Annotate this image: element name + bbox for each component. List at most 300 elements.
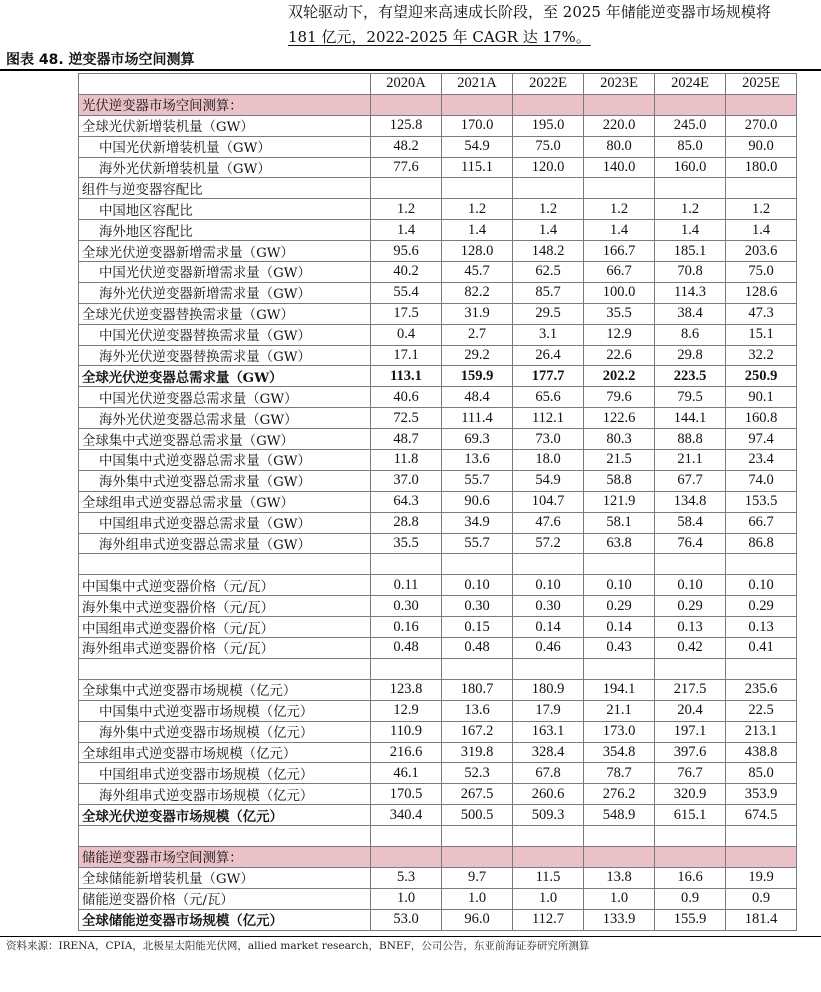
value-cell: 0.10 (513, 575, 584, 596)
value-cell: 90.0 (726, 136, 797, 157)
value-cell: 0.41 (726, 638, 797, 659)
value-cell (655, 846, 726, 867)
value-cell: 29.2 (442, 345, 513, 366)
value-cell: 16.6 (655, 867, 726, 888)
value-cell: 75.0 (513, 136, 584, 157)
row-label: 全球储能逆变器市场规模（亿元） (79, 909, 371, 930)
value-cell: 166.7 (584, 241, 655, 262)
row-label: 海外组串式逆变器市场规模（亿元） (79, 784, 371, 805)
value-cell: 17.5 (371, 303, 442, 324)
table-row (79, 220, 797, 241)
value-cell: 123.8 (371, 679, 442, 700)
row-label: 组件与逆变器容配比 (79, 178, 371, 199)
value-cell: 86.8 (726, 533, 797, 554)
value-cell: 80.3 (584, 429, 655, 450)
row-label: 海外光伏逆变器总需求量（GW） (79, 408, 371, 429)
value-cell: 1.4 (513, 220, 584, 241)
value-cell (371, 658, 442, 679)
value-cell: 0.29 (726, 596, 797, 617)
value-cell: 47.6 (513, 512, 584, 533)
value-cell (513, 658, 584, 679)
value-cell: 0.15 (442, 617, 513, 638)
value-cell: 74.0 (726, 470, 797, 491)
value-cell: 220.0 (584, 115, 655, 136)
value-cell: 170.0 (442, 115, 513, 136)
value-cell (726, 94, 797, 115)
table-row (79, 888, 797, 909)
value-cell: 13.8 (584, 867, 655, 888)
value-cell: 11.5 (513, 867, 584, 888)
value-cell: 48.2 (371, 136, 442, 157)
row-label: 中国集中式逆变器价格（元/瓦） (79, 575, 371, 596)
value-cell: 320.9 (655, 784, 726, 805)
value-cell: 21.1 (655, 450, 726, 471)
table-row (79, 575, 797, 596)
value-cell: 47.3 (726, 303, 797, 324)
value-cell (371, 826, 442, 847)
value-cell: 29.5 (513, 303, 584, 324)
table-row (79, 805, 797, 826)
value-cell (371, 178, 442, 199)
value-cell: 0.10 (726, 575, 797, 596)
table-row (79, 512, 797, 533)
value-cell: 54.9 (442, 136, 513, 157)
row-label: 海外光伏逆变器替换需求量（GW） (79, 345, 371, 366)
value-cell: 67.8 (513, 763, 584, 784)
value-cell: 0.43 (584, 638, 655, 659)
value-cell: 170.5 (371, 784, 442, 805)
row-label: 海外集中式逆变器总需求量（GW） (79, 470, 371, 491)
value-cell: 3.1 (513, 324, 584, 345)
table-body (79, 74, 797, 931)
row-label: 中国光伏新增装机量（GW） (79, 136, 371, 157)
row-label (79, 826, 371, 847)
value-cell: 97.4 (726, 429, 797, 450)
value-cell: 0.9 (655, 888, 726, 909)
value-cell: 79.6 (584, 387, 655, 408)
value-cell: 78.7 (584, 763, 655, 784)
value-cell: 121.9 (584, 491, 655, 512)
value-cell: 67.7 (655, 470, 726, 491)
row-label: 全球光伏逆变器市场规模（亿元） (79, 805, 371, 826)
value-cell: 245.0 (655, 115, 726, 136)
year-header: 2023E (584, 74, 655, 95)
value-cell: 0.30 (442, 596, 513, 617)
value-cell: 340.4 (371, 805, 442, 826)
value-cell: 85.0 (726, 763, 797, 784)
value-cell: 144.1 (655, 408, 726, 429)
value-cell: 58.1 (584, 512, 655, 533)
value-cell: 1.0 (371, 888, 442, 909)
value-cell: 181.4 (726, 909, 797, 930)
row-label: 全球集中式逆变器总需求量（GW） (79, 429, 371, 450)
table-row (79, 491, 797, 512)
table-row (79, 387, 797, 408)
table-row (79, 554, 797, 575)
value-cell (513, 94, 584, 115)
table-row (79, 136, 797, 157)
row-label: 全球组串式逆变器市场规模（亿元） (79, 742, 371, 763)
table-row (79, 303, 797, 324)
value-cell (726, 178, 797, 199)
row-label: 海外组串式逆变器价格（元/瓦） (79, 638, 371, 659)
value-cell: 160.0 (655, 157, 726, 178)
value-cell: 13.6 (442, 450, 513, 471)
value-cell: 63.8 (584, 533, 655, 554)
value-cell: 167.2 (442, 721, 513, 742)
value-cell: 48.4 (442, 387, 513, 408)
value-cell: 34.9 (442, 512, 513, 533)
table-row (79, 867, 797, 888)
value-cell: 0.30 (513, 596, 584, 617)
value-cell: 113.1 (371, 366, 442, 387)
row-label: 海外集中式逆变器市场规模（亿元） (79, 721, 371, 742)
value-cell (584, 658, 655, 679)
value-cell: 213.1 (726, 721, 797, 742)
value-cell: 104.7 (513, 491, 584, 512)
row-label: 中国光伏逆变器总需求量（GW） (79, 387, 371, 408)
row-label: 中国组串式逆变器市场规模（亿元） (79, 763, 371, 784)
section-row (79, 94, 797, 115)
value-cell (726, 658, 797, 679)
table-row (79, 909, 797, 930)
table-row (79, 450, 797, 471)
value-cell: 438.8 (726, 742, 797, 763)
value-cell: 72.5 (371, 408, 442, 429)
value-cell: 57.2 (513, 533, 584, 554)
value-cell: 110.9 (371, 721, 442, 742)
table-row (79, 157, 797, 178)
table-row (79, 596, 797, 617)
table-row (79, 429, 797, 450)
section-row (79, 846, 797, 867)
value-cell: 73.0 (513, 429, 584, 450)
value-cell: 203.6 (726, 241, 797, 262)
value-cell: 76.7 (655, 763, 726, 784)
value-cell: 18.0 (513, 450, 584, 471)
value-cell: 21.1 (584, 700, 655, 721)
value-cell: 250.9 (726, 366, 797, 387)
value-cell: 1.4 (584, 220, 655, 241)
value-cell: 20.4 (655, 700, 726, 721)
value-cell: 112.1 (513, 408, 584, 429)
value-cell: 0.13 (655, 617, 726, 638)
value-cell (442, 94, 513, 115)
value-cell (726, 826, 797, 847)
value-cell: 328.4 (513, 742, 584, 763)
value-cell: 12.9 (584, 324, 655, 345)
table-row (79, 658, 797, 679)
value-cell: 0.14 (584, 617, 655, 638)
table-row (79, 638, 797, 659)
value-cell: 0.42 (655, 638, 726, 659)
value-cell: 2.7 (442, 324, 513, 345)
value-cell: 235.6 (726, 679, 797, 700)
value-cell: 9.7 (442, 867, 513, 888)
value-cell: 77.6 (371, 157, 442, 178)
row-label: 海外集中式逆变器价格（元/瓦） (79, 596, 371, 617)
value-cell: 112.7 (513, 909, 584, 930)
intro-line-1: 双轮驱动下，有望迎来高速成长阶段，至 2025 年储能逆变器市场规模将 (288, 3, 771, 21)
value-cell: 88.8 (655, 429, 726, 450)
value-cell (513, 846, 584, 867)
value-cell: 0.48 (442, 638, 513, 659)
value-cell (655, 826, 726, 847)
value-cell: 180.7 (442, 679, 513, 700)
value-cell: 114.3 (655, 282, 726, 303)
value-cell: 0.30 (371, 596, 442, 617)
year-header: 2022E (513, 74, 584, 95)
bottom-rule (0, 936, 821, 937)
value-cell: 120.0 (513, 157, 584, 178)
chart-title: 图表 48. 逆变器市场空间测算 (6, 52, 195, 68)
table-row (79, 742, 797, 763)
value-cell: 0.46 (513, 638, 584, 659)
value-cell: 22.6 (584, 345, 655, 366)
value-cell: 48.7 (371, 429, 442, 450)
value-cell: 40.2 (371, 262, 442, 283)
row-label: 全球组串式逆变器总需求量（GW） (79, 491, 371, 512)
value-cell: 5.3 (371, 867, 442, 888)
value-cell: 12.9 (371, 700, 442, 721)
value-cell: 80.0 (584, 136, 655, 157)
value-cell: 55.4 (371, 282, 442, 303)
value-cell: 202.2 (584, 366, 655, 387)
value-cell: 195.0 (513, 115, 584, 136)
row-label: 全球光伏逆变器新增需求量（GW） (79, 241, 371, 262)
value-cell: 548.9 (584, 805, 655, 826)
value-cell: 15.1 (726, 324, 797, 345)
value-cell (513, 178, 584, 199)
row-label: 海外组串式逆变器总需求量（GW） (79, 533, 371, 554)
row-label: 储能逆变器价格（元/瓦） (79, 888, 371, 909)
intro-line-2: 181 亿元，2022-2025 年 CAGR 达 17%。 (288, 28, 591, 46)
row-label: 储能逆变器市场空间测算： (79, 846, 371, 867)
value-cell: 45.7 (442, 262, 513, 283)
year-header: 2020A (371, 74, 442, 95)
value-cell: 90.6 (442, 491, 513, 512)
value-cell (442, 554, 513, 575)
value-cell: 216.6 (371, 742, 442, 763)
row-label: 中国地区容配比 (79, 199, 371, 220)
value-cell: 95.6 (371, 241, 442, 262)
value-cell (726, 554, 797, 575)
value-cell: 197.1 (655, 721, 726, 742)
value-cell: 0.10 (442, 575, 513, 596)
value-cell: 62.5 (513, 262, 584, 283)
value-cell: 0.11 (371, 575, 442, 596)
value-cell (513, 554, 584, 575)
row-label: 中国光伏逆变器替换需求量（GW） (79, 324, 371, 345)
value-cell: 8.6 (655, 324, 726, 345)
value-cell: 79.5 (655, 387, 726, 408)
value-cell: 0.29 (584, 596, 655, 617)
value-cell: 96.0 (442, 909, 513, 930)
value-cell: 0.14 (513, 617, 584, 638)
year-header: 2025E (726, 74, 797, 95)
row-label: 中国组串式逆变器价格（元/瓦） (79, 617, 371, 638)
value-cell: 55.7 (442, 533, 513, 554)
value-cell: 46.1 (371, 763, 442, 784)
table-row (79, 345, 797, 366)
row-label: 中国组串式逆变器总需求量（GW） (79, 512, 371, 533)
row-label: 海外光伏逆变器新增需求量（GW） (79, 282, 371, 303)
row-label: 全球光伏逆变器替换需求量（GW） (79, 303, 371, 324)
table-row (79, 115, 797, 136)
value-cell: 509.3 (513, 805, 584, 826)
value-cell (726, 846, 797, 867)
value-cell: 0.4 (371, 324, 442, 345)
value-cell: 13.6 (442, 700, 513, 721)
value-cell: 53.0 (371, 909, 442, 930)
value-cell (584, 178, 655, 199)
value-cell: 0.13 (726, 617, 797, 638)
value-cell: 1.2 (655, 199, 726, 220)
row-label: 全球储能新增装机量（GW） (79, 867, 371, 888)
value-cell: 76.4 (655, 533, 726, 554)
value-cell: 66.7 (726, 512, 797, 533)
value-cell: 1.2 (726, 199, 797, 220)
value-cell: 128.6 (726, 282, 797, 303)
table-row (79, 282, 797, 303)
value-cell: 173.0 (584, 721, 655, 742)
value-cell: 17.1 (371, 345, 442, 366)
value-cell (655, 178, 726, 199)
value-cell: 159.9 (442, 366, 513, 387)
value-cell: 111.4 (442, 408, 513, 429)
value-cell: 17.9 (513, 700, 584, 721)
value-cell: 125.8 (371, 115, 442, 136)
table-row (79, 178, 797, 199)
value-cell: 1.4 (726, 220, 797, 241)
value-cell: 674.5 (726, 805, 797, 826)
value-cell: 1.2 (513, 199, 584, 220)
value-cell: 90.1 (726, 387, 797, 408)
value-cell (584, 94, 655, 115)
value-cell: 270.0 (726, 115, 797, 136)
value-cell: 319.8 (442, 742, 513, 763)
value-cell: 85.7 (513, 282, 584, 303)
table-row (79, 721, 797, 742)
value-cell: 1.4 (371, 220, 442, 241)
value-cell: 19.9 (726, 867, 797, 888)
row-label (79, 554, 371, 575)
value-cell: 354.8 (584, 742, 655, 763)
source-note: 资料来源：IRENA，CPIA，北极星太阳能光伏网，allied market research，BNEF，公司公告，东亚前海证券研究所测算 (6, 940, 590, 952)
table-row (79, 826, 797, 847)
year-header: 2024E (655, 74, 726, 95)
table-row (79, 408, 797, 429)
value-cell: 0.29 (655, 596, 726, 617)
value-cell: 163.1 (513, 721, 584, 742)
value-cell (442, 178, 513, 199)
table-row (79, 533, 797, 554)
value-cell: 75.0 (726, 262, 797, 283)
value-cell: 38.4 (655, 303, 726, 324)
table-row (79, 470, 797, 491)
value-cell (442, 658, 513, 679)
header-row (79, 74, 797, 95)
value-cell: 260.6 (513, 784, 584, 805)
table-row (79, 324, 797, 345)
value-cell: 65.6 (513, 387, 584, 408)
value-cell: 180.9 (513, 679, 584, 700)
value-cell: 148.2 (513, 241, 584, 262)
value-cell: 0.48 (371, 638, 442, 659)
row-label: 中国集中式逆变器市场规模（亿元） (79, 700, 371, 721)
value-cell: 217.5 (655, 679, 726, 700)
value-cell (371, 554, 442, 575)
header-corner (79, 74, 371, 95)
table-row (79, 617, 797, 638)
value-cell: 69.3 (442, 429, 513, 450)
table-row (79, 763, 797, 784)
value-cell: 115.1 (442, 157, 513, 178)
intro-paragraph (288, 0, 818, 50)
value-cell: 134.8 (655, 491, 726, 512)
row-label: 海外光伏新增装机量（GW） (79, 157, 371, 178)
value-cell: 1.0 (513, 888, 584, 909)
value-cell: 66.7 (584, 262, 655, 283)
value-cell: 276.2 (584, 784, 655, 805)
row-label: 光伏逆变器市场空间测算： (79, 94, 371, 115)
value-cell (655, 658, 726, 679)
row-label: 中国光伏逆变器新增需求量（GW） (79, 262, 371, 283)
table-row (79, 199, 797, 220)
value-cell (584, 846, 655, 867)
row-label: 海外地区容配比 (79, 220, 371, 241)
value-cell: 353.9 (726, 784, 797, 805)
value-cell: 26.4 (513, 345, 584, 366)
value-cell: 55.7 (442, 470, 513, 491)
value-cell: 1.0 (442, 888, 513, 909)
row-label: 全球集中式逆变器市场规模（亿元） (79, 679, 371, 700)
value-cell: 133.9 (584, 909, 655, 930)
year-header: 2021A (442, 74, 513, 95)
value-cell: 58.4 (655, 512, 726, 533)
value-cell: 122.6 (584, 408, 655, 429)
value-cell: 1.2 (371, 199, 442, 220)
value-cell: 155.9 (655, 909, 726, 930)
value-cell (442, 826, 513, 847)
value-cell: 180.0 (726, 157, 797, 178)
value-cell: 100.0 (584, 282, 655, 303)
value-cell (371, 94, 442, 115)
value-cell: 31.9 (442, 303, 513, 324)
value-cell (584, 826, 655, 847)
value-cell: 40.6 (371, 387, 442, 408)
value-cell: 0.10 (655, 575, 726, 596)
value-cell: 1.2 (442, 199, 513, 220)
title-rule (0, 69, 821, 71)
value-cell (655, 94, 726, 115)
value-cell: 0.9 (726, 888, 797, 909)
table-row (79, 241, 797, 262)
value-cell: 21.5 (584, 450, 655, 471)
value-cell: 52.3 (442, 763, 513, 784)
value-cell: 28.8 (371, 512, 442, 533)
table-row (79, 700, 797, 721)
value-cell: 267.5 (442, 784, 513, 805)
value-cell: 153.5 (726, 491, 797, 512)
value-cell: 85.0 (655, 136, 726, 157)
value-cell: 0.16 (371, 617, 442, 638)
row-label: 中国集中式逆变器总需求量（GW） (79, 450, 371, 471)
table-row (79, 366, 797, 387)
value-cell: 58.8 (584, 470, 655, 491)
value-cell: 1.4 (442, 220, 513, 241)
value-cell: 35.5 (371, 533, 442, 554)
